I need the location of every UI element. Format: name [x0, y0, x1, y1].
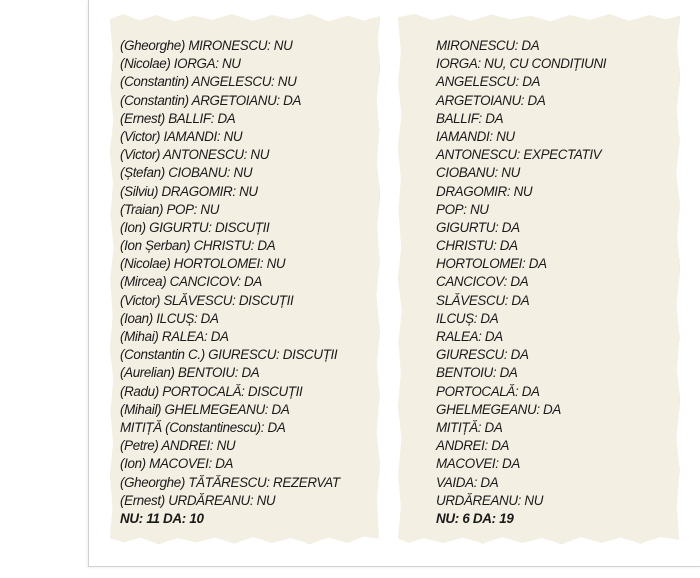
right-vote-total: NU: 6 DA: 19: [436, 510, 514, 526]
list-item: (Aurelian) BENTOIU: DA: [120, 365, 260, 381]
list-item: POP: NU: [436, 201, 489, 217]
list-item: GHELMEGEANU: DA: [436, 401, 561, 417]
list-item: (Traian) POP: NU: [120, 201, 220, 217]
list-item: MITIȚĂ: DA: [436, 419, 503, 435]
list-item: (Constantin C.) GIURESCU: DISCUȚII: [120, 347, 338, 363]
list-item: (Mihail) GHELMEGEANU: DA: [120, 401, 290, 417]
list-item: (Ernest) BALLIF: DA: [120, 110, 236, 126]
list-item: ARGETOIANU: DA: [436, 92, 546, 108]
list-item: (Ion) GIGURTU: DISCUȚII: [120, 219, 270, 235]
list-item: (Gheorghe) TĂTĂRESCU: REZERVAT: [120, 474, 340, 490]
list-item: ILCUȘ: DA: [436, 310, 499, 326]
list-item: HORTOLOMEI: DA: [436, 256, 547, 272]
list-item: SLĂVESCU: DA: [436, 292, 530, 308]
list-item: MITIȚĂ (Constantinescu): DA: [120, 419, 286, 435]
list-item: RALEA: DA: [436, 329, 503, 344]
list-item: (Silviu) DRAGOMIR: NU: [120, 183, 258, 199]
list-item: ANDREI: DA: [436, 438, 510, 454]
list-item: (Radu) PORTOCALĂ: DISCUȚII: [120, 383, 303, 399]
list-item: (Gheorghe) MIRONESCU: NU: [120, 38, 293, 53]
list-item: (Victor) IAMANDI: NU: [120, 128, 243, 144]
list-item: (Nicolae) HORTOLOMEI: NU: [120, 256, 286, 272]
list-item: ANTONESCU: EXPECTATIV: [436, 147, 602, 163]
list-item: (Ernest) URDĂREANU: NU: [120, 492, 276, 508]
list-item: CANCICOV: DA: [436, 274, 529, 290]
list-item: (Ion) MACOVEI: DA: [120, 456, 234, 472]
list-item: (Victor) SLĂVESCU: DISCUȚII: [120, 292, 294, 308]
left-vote-total: NU: 11 DA: 10: [120, 510, 204, 526]
list-item: (Ion Șerban) CHRISTU: DA: [120, 238, 276, 254]
list-item: GIGURTU: DA: [436, 219, 520, 235]
list-item: CIOBANU: NU: [436, 165, 520, 181]
list-item: ANGELESCU: DA: [436, 74, 541, 90]
list-item: VAIDA: DA: [436, 474, 499, 490]
left-vote-list: [120, 37, 340, 528]
list-item: (Constantin) ANGELESCU: NU: [120, 74, 297, 90]
right-vote-list: [436, 37, 606, 528]
list-item: (Victor) ANTONESCU: NU: [120, 147, 270, 163]
list-item: (Petre) ANDREI: NU: [120, 438, 236, 454]
list-item: GIURESCU: DA: [436, 347, 529, 363]
list-item: (Mihai) RALEA: DA: [120, 329, 229, 344]
list-item: BALLIF: DA: [436, 110, 504, 126]
list-item: (Ioan) ILCUȘ: DA: [120, 310, 219, 326]
list-item: CHRISTU: DA: [436, 238, 518, 254]
list-item: (Ștefan) CIOBANU: NU: [120, 165, 253, 181]
list-item: PORTOCALĂ: DA: [436, 383, 540, 399]
list-item: MIRONESCU: DA: [436, 38, 540, 53]
list-item: URDĂREANU: NU: [436, 492, 544, 508]
list-item: BENTOIU: DA: [436, 365, 518, 381]
list-item: MACOVEI: DA: [436, 456, 520, 472]
list-item: (Constantin) ARGETOIANU: DA: [120, 92, 302, 108]
list-item: IAMANDI: NU: [436, 128, 515, 144]
list-item: (Nicolae) IORGA: NU: [120, 56, 241, 72]
list-item: (Mircea) CANCICOV: DA: [120, 274, 262, 290]
list-item: DRAGOMIR: NU: [436, 183, 533, 199]
list-item: IORGA: NU, CU CONDIȚIUNI: [436, 56, 607, 72]
